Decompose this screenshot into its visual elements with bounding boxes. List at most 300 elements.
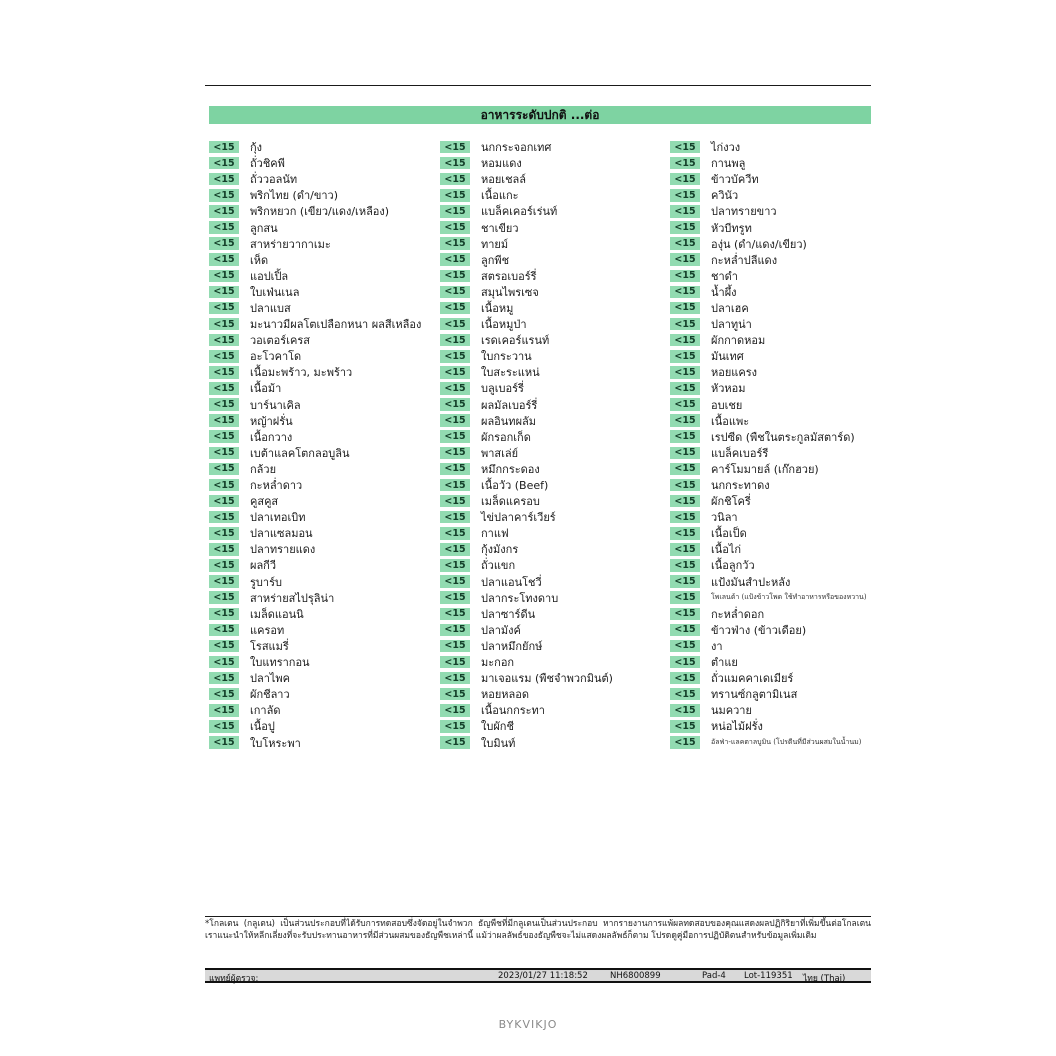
food-item-row (209, 300, 459, 316)
food-name-label: กุ้ง (250, 141, 263, 155)
food-item-row (670, 252, 920, 268)
food-name-label: วนิลา (711, 511, 738, 525)
food-item-row (670, 380, 920, 396)
result-value-badge: <15 (670, 253, 700, 266)
result-value-badge: <15 (440, 366, 470, 379)
result-value-badge: <15 (209, 157, 239, 170)
food-item-row (440, 429, 690, 445)
report-language: ไทย (Thai) (803, 974, 846, 984)
food-item-row (440, 284, 690, 300)
food-item-row (209, 203, 459, 219)
food-item-row (670, 397, 920, 413)
result-value-badge: <15 (440, 656, 470, 669)
result-value-badge: <15 (440, 189, 470, 202)
food-name-label: รูบาร์บ (250, 575, 282, 589)
food-name-label: พริกไทย (ดำ/ขาว) (250, 189, 339, 203)
food-name-label: ทรานซ์กลูตามิเนส (711, 688, 798, 702)
food-item-row (440, 718, 690, 734)
food-item-row (209, 718, 459, 734)
food-item-row (670, 461, 920, 477)
lot-number: Lot-119351 (744, 971, 793, 981)
food-name-label: คาร์โมมายล์ (เก๊กฮวย) (711, 462, 819, 476)
food-item-row (209, 155, 459, 171)
food-item-row (209, 686, 459, 702)
food-name-label: หัวบีทรูท (711, 221, 752, 235)
result-value-badge: <15 (209, 688, 239, 701)
food-name-label: พาสเล่ย์ (481, 446, 519, 460)
food-item-row (440, 236, 690, 252)
food-name-label: กาแฟ (481, 527, 509, 541)
food-name-label: ปลาซาร์ดีน (481, 607, 536, 621)
food-name-label: หมึกกระดอง (481, 462, 540, 476)
food-item-row (670, 364, 920, 380)
food-name-label: สมุนไพรเซจ (481, 285, 539, 299)
result-value-badge: <15 (440, 527, 470, 540)
result-value-badge: <15 (670, 720, 700, 733)
food-item-row (440, 380, 690, 396)
food-name-label: ใบผักชี (481, 720, 514, 734)
food-item-row (670, 686, 920, 702)
food-name-label: อบเชย (711, 398, 743, 412)
result-value-badge: <15 (209, 463, 239, 476)
food-item-row (209, 654, 459, 670)
food-item-row (209, 574, 459, 590)
food-item-row (440, 525, 690, 541)
food-item-row (209, 525, 459, 541)
result-value-badge: <15 (440, 141, 470, 154)
food-item-row (440, 493, 690, 509)
result-value-badge: <15 (440, 173, 470, 186)
food-item-row (670, 171, 920, 187)
food-name-label: โรสแมรี่ (250, 639, 289, 653)
result-value-badge: <15 (670, 511, 700, 524)
food-name-label: พริกหยวก (เขียว/แดง/เหลือง) (250, 205, 390, 219)
food-item-row (209, 734, 459, 750)
food-name-label: ถั่วแขก (481, 559, 516, 573)
result-value-badge: <15 (670, 430, 700, 443)
food-item-row (209, 429, 459, 445)
report-meta-bar (205, 968, 871, 983)
food-name-label: ปลาเทอเบิท (250, 511, 306, 525)
result-value-badge: <15 (209, 334, 239, 347)
result-value-badge: <15 (440, 479, 470, 492)
result-value-badge: <15 (670, 591, 700, 604)
food-name-label: เนื้อนกกระทา (481, 704, 545, 718)
food-name-label: องุ่น (ดำ/แดง/เขียว) (711, 237, 807, 251)
food-name-label: มะกอก (481, 656, 515, 670)
food-name-label: เนื้อแกะ (481, 189, 519, 203)
food-item-row (440, 461, 690, 477)
food-name-label: หอยแครง (711, 366, 758, 380)
food-name-label: ผลอินทผลัม (481, 414, 536, 428)
food-name-label: เนื้อหมู (481, 301, 514, 315)
food-name-label: ปลาทรายแดง (250, 543, 316, 557)
food-name-label: ผักรอกเก็ด (481, 430, 531, 444)
result-value-badge: <15 (670, 495, 700, 508)
report-code: NH6800899 (610, 971, 661, 981)
food-item-row (670, 300, 920, 316)
food-name-label: โพเลนต้า (แป้งข้าวโพด ใช้ทำอาหารหรือของหวาน) (711, 593, 867, 602)
result-value-badge: <15 (670, 157, 700, 170)
food-item-row (440, 155, 690, 171)
food-item-row (670, 139, 920, 155)
result-value-badge: <15 (440, 463, 470, 476)
result-value-badge: <15 (670, 221, 700, 234)
food-name-label: งา (711, 639, 723, 653)
food-name-label: เบต้าแลคโตกลอบูลิน (250, 446, 350, 460)
food-name-label: หญ้าฝรั่น (250, 414, 293, 428)
food-name-label: หอยเชลล์ (481, 173, 527, 187)
result-value-badge: <15 (440, 253, 470, 266)
food-name-label: ปลาเฮค (711, 301, 749, 315)
food-item-row (670, 219, 920, 235)
food-item-row (670, 557, 920, 573)
result-value-badge: <15 (209, 591, 239, 604)
food-name-label: เนื้อมะพร้าว, มะพร้าว (250, 366, 353, 380)
result-value-badge: <15 (209, 720, 239, 733)
food-item-row (670, 654, 920, 670)
food-name-label: เมล็ดแครอบ (481, 495, 540, 509)
result-value-badge: <15 (440, 398, 470, 411)
food-name-label: ผักกาดหอม (711, 334, 766, 348)
food-name-label: แบล็คเบอร์รี (711, 446, 769, 460)
food-name-label: กุ้งมังกร (481, 543, 519, 557)
food-name-label: อัลฟ่า-แลคตาลบูมิน (โปรตีนที่มีส่วนผสมในน้ำนม) (711, 738, 862, 747)
result-value-badge: <15 (440, 672, 470, 685)
food-item-row (670, 203, 920, 219)
food-name-label: น้ำผึ้ง (711, 285, 737, 299)
food-name-label: เนื้อลูกวัว (711, 559, 755, 573)
food-item-row (440, 364, 690, 380)
food-item-row (440, 252, 690, 268)
food-name-label: ปลาทรายขาว (711, 205, 777, 219)
food-name-label: คูสคูส (250, 495, 279, 509)
food-name-label: ปลาหมึกยักษ์ (481, 639, 543, 653)
food-item-row (209, 509, 459, 525)
food-item-row (440, 203, 690, 219)
result-value-badge: <15 (440, 318, 470, 331)
food-name-label: หอมแดง (481, 157, 522, 171)
food-item-row (440, 348, 690, 364)
result-value-badge: <15 (209, 495, 239, 508)
result-value-badge: <15 (670, 189, 700, 202)
pad-number: Pad-4 (702, 971, 726, 981)
food-name-label: หน่อไม้ฝรั่ง (711, 720, 763, 734)
food-item-row (440, 219, 690, 235)
result-value-badge: <15 (670, 286, 700, 299)
food-item-row (670, 541, 920, 557)
result-value-badge: <15 (440, 495, 470, 508)
result-value-badge: <15 (670, 608, 700, 621)
food-item-row (209, 413, 459, 429)
result-value-badge: <15 (209, 527, 239, 540)
result-value-badge: <15 (670, 447, 700, 460)
gluten-footnote: *โกลเตน (กลูเตน) เป็นส่วนประกอบที่ได้รับการทดสอบซึ่งจัดอยู่ในจำพวก ธัญพืชที่มีกลูเตนเป็นส่วนประกอบ หากรายงานการแพ้ผลทดสอบของคุณแสดงผลปฏิกิริยาที่เพิ่มขึ้นต่อโกลเตน เราแนะนำให้หลีกเลี่ยงที่จะรับประทานอาหารที่มีส่วนผสมของธัญพืชเหล่านี้ แม้ว่าผลลัพธ์ของธัญพืชจะไม่แสดงผลลัพธ์ก็ตาม โปรดดูคู่มือการปฏิบัติตนสำหรับข้อมูลเพิ่มเติม (205, 919, 871, 941)
food-name-label: ใบกระวาน (481, 350, 532, 364)
result-value-badge: <15 (440, 447, 470, 460)
food-item-row (209, 493, 459, 509)
result-value-badge: <15 (440, 350, 470, 363)
food-item-row (440, 734, 690, 750)
food-name-label: ชาเขียว (481, 221, 519, 235)
food-item-row (440, 702, 690, 718)
result-value-badge: <15 (209, 205, 239, 218)
food-name-label: สาหร่ายสไปรุลิน่า (250, 591, 335, 605)
food-item-row (209, 557, 459, 573)
result-value-badge: <15 (670, 302, 700, 315)
food-item-row (209, 397, 459, 413)
result-value-badge: <15 (209, 302, 239, 315)
result-value-badge: <15 (209, 141, 239, 154)
food-name-label: นมควาย (711, 704, 752, 718)
food-name-label: ปลาแบส (250, 301, 291, 315)
food-name-label: เรปซีด (พืชในตระกูลมัสตาร์ด) (711, 430, 855, 444)
result-value-badge: <15 (209, 318, 239, 331)
result-value-badge: <15 (440, 205, 470, 218)
food-item-row (670, 525, 920, 541)
result-value-badge: <15 (209, 270, 239, 283)
section-header (209, 106, 871, 124)
food-item-row (670, 477, 920, 493)
food-name-label: ปลากระโทงดาบ (481, 591, 559, 605)
food-name-label: เนื้อไก่ (711, 543, 742, 557)
food-name-label: แอปเปิ้ล (250, 269, 289, 283)
result-value-badge: <15 (670, 414, 700, 427)
food-name-label: ลูกสน (250, 221, 278, 235)
result-value-badge: <15 (670, 527, 700, 540)
food-name-label: ปลาทูน่า (711, 318, 752, 332)
food-name-label: แครอท (250, 623, 285, 637)
food-item-row (670, 606, 920, 622)
result-value-badge: <15 (440, 302, 470, 315)
result-value-badge: <15 (670, 543, 700, 556)
food-name-label: ปลาแอนโชวี่ (481, 575, 542, 589)
food-name-label: บลูเบอร์รี่ (481, 382, 524, 396)
food-name-label: กานพลู (711, 157, 746, 171)
food-item-row (209, 606, 459, 622)
food-item-row (209, 332, 459, 348)
food-item-row (670, 638, 920, 654)
food-column-2 (440, 139, 690, 751)
result-value-badge: <15 (209, 189, 239, 202)
food-item-row (670, 155, 920, 171)
result-value-badge: <15 (209, 221, 239, 234)
food-item-row (440, 622, 690, 638)
result-value-badge: <15 (440, 688, 470, 701)
result-value-badge: <15 (209, 382, 239, 395)
food-item-row (440, 187, 690, 203)
result-value-badge: <15 (670, 624, 700, 637)
food-name-label: อะโวคาโด (250, 350, 302, 364)
result-value-badge: <15 (209, 237, 239, 250)
food-name-label: ลูกพีช (481, 253, 510, 267)
food-item-row (440, 316, 690, 332)
food-item-row (209, 219, 459, 235)
result-value-badge: <15 (209, 173, 239, 186)
result-value-badge: <15 (670, 318, 700, 331)
food-name-label: ผักชิโครี่ (711, 495, 751, 509)
result-value-badge: <15 (440, 511, 470, 524)
food-item-row (440, 171, 690, 187)
food-column-1 (209, 139, 459, 751)
food-item-row (670, 622, 920, 638)
food-item-row (670, 332, 920, 348)
food-name-label: ถั่วชิคพี (250, 157, 285, 171)
result-value-badge: <15 (209, 672, 239, 685)
food-item-row (670, 413, 920, 429)
food-item-row (440, 686, 690, 702)
food-item-row (209, 670, 459, 686)
result-value-badge: <15 (440, 624, 470, 637)
food-item-row (670, 445, 920, 461)
food-name-label: ผลมัลเบอร์รี่ (481, 398, 538, 412)
food-name-label: ใบแทรากอน (250, 656, 310, 670)
food-name-label: บาร์นาเคิล (250, 398, 301, 412)
top-divider (205, 85, 871, 86)
food-name-label: ใบโหระพา (250, 736, 301, 750)
result-value-badge: <15 (670, 141, 700, 154)
result-value-badge: <15 (209, 624, 239, 637)
food-name-label: ข้าวฟ่าง (ข้าวเดือย) (711, 623, 807, 637)
result-value-badge: <15 (209, 736, 239, 749)
food-name-label: เนื้อหมูป่า (481, 318, 527, 332)
result-value-badge: <15 (440, 221, 470, 234)
food-item-row (670, 590, 920, 606)
food-item-row (440, 557, 690, 573)
result-value-badge: <15 (440, 286, 470, 299)
food-name-label: หัวหอม (711, 382, 746, 396)
result-value-badge: <15 (209, 511, 239, 524)
food-name-label: ใบเฟ่นเนล (250, 285, 300, 299)
food-name-label: เนื้อวัว (Beef) (481, 479, 549, 493)
result-value-badge: <15 (670, 366, 700, 379)
result-value-badge: <15 (440, 334, 470, 347)
result-value-badge: <15 (440, 270, 470, 283)
food-item-row (209, 590, 459, 606)
result-value-badge: <15 (670, 688, 700, 701)
section-title: อาหารระดับปกติ ...ต่อ (480, 107, 600, 122)
result-value-badge: <15 (209, 559, 239, 572)
food-name-label: สาหร่ายวากาเมะ (250, 237, 331, 251)
result-value-badge: <15 (670, 205, 700, 218)
result-value-badge: <15 (440, 608, 470, 621)
food-name-label: ตำแย (711, 656, 738, 670)
food-name-label: ปลามังค์ (481, 623, 521, 637)
food-item-row (209, 268, 459, 284)
result-value-badge: <15 (440, 382, 470, 395)
result-value-badge: <15 (209, 640, 239, 653)
result-value-badge: <15 (209, 430, 239, 443)
result-value-badge: <15 (440, 559, 470, 572)
food-name-label: มะนาวมีผลโตเปลือกหนา ผลสีเหลือง (250, 318, 422, 332)
food-item-row (440, 413, 690, 429)
result-value-badge: <15 (670, 656, 700, 669)
food-item-row (670, 268, 920, 284)
food-name-label: มันเทศ (711, 350, 744, 364)
food-item-row (209, 461, 459, 477)
food-item-row (209, 252, 459, 268)
food-item-row (440, 638, 690, 654)
food-item-row (440, 477, 690, 493)
food-item-row (440, 300, 690, 316)
food-name-label: ไก่งวง (711, 141, 741, 155)
result-value-badge: <15 (209, 543, 239, 556)
food-name-label: ถั่วแมคคาเดเมียร์ (711, 672, 794, 686)
food-item-row (209, 348, 459, 364)
food-name-label: กะหล่ำดอก (711, 607, 765, 621)
result-value-badge: <15 (670, 398, 700, 411)
food-name-label: แบล็คเคอร์เร่นท์ (481, 205, 558, 219)
food-item-row (209, 445, 459, 461)
food-item-row (670, 284, 920, 300)
food-name-label: เห็ด (250, 253, 269, 267)
examiner-label: แพทย์ผู้ตรวจ: (209, 974, 259, 984)
result-value-badge: <15 (670, 334, 700, 347)
food-item-row (670, 187, 920, 203)
result-value-badge: <15 (440, 430, 470, 443)
result-value-badge: <15 (670, 350, 700, 363)
food-item-row (670, 509, 920, 525)
food-name-label: ถั่ววอลนัท (250, 173, 298, 187)
food-item-row (440, 654, 690, 670)
food-name-label: กล้วย (250, 462, 277, 476)
result-value-badge: <15 (440, 720, 470, 733)
result-value-badge: <15 (670, 672, 700, 685)
food-name-label: ปลาแซลมอน (250, 527, 313, 541)
food-item-row (209, 622, 459, 638)
food-name-label: เนื้อแพะ (711, 414, 750, 428)
result-value-badge: <15 (440, 640, 470, 653)
food-name-label: ทายม์ (481, 237, 509, 251)
food-name-label: สตรอเบอร์รี่ (481, 269, 537, 283)
food-name-label: นกกระทาดง (711, 479, 770, 493)
food-name-label: ผักชีลาว (250, 688, 290, 702)
result-value-badge: <15 (670, 270, 700, 283)
food-item-row (209, 187, 459, 203)
report-datetime: 2023/01/27 11:18:52 (498, 971, 588, 981)
food-item-row (440, 268, 690, 284)
food-item-row (209, 316, 459, 332)
watermark-text: BYKVIKJO (498, 1018, 558, 1031)
result-value-badge: <15 (670, 640, 700, 653)
food-item-row (209, 477, 459, 493)
result-value-badge: <15 (670, 575, 700, 588)
food-item-row (209, 702, 459, 718)
food-item-row (209, 284, 459, 300)
food-item-row (440, 606, 690, 622)
food-item-row (440, 670, 690, 686)
result-value-badge: <15 (440, 704, 470, 717)
result-value-badge: <15 (209, 398, 239, 411)
food-name-label: นกกระจอกเทศ (481, 141, 552, 155)
food-item-row (440, 445, 690, 461)
result-value-badge: <15 (670, 237, 700, 250)
food-column-3 (670, 139, 920, 751)
food-name-label: เรดเคอร์แรนท์ (481, 334, 550, 348)
result-value-badge: <15 (440, 736, 470, 749)
food-name-label: วอเตอร์เครส (250, 334, 310, 348)
food-name-label: เกาลัด (250, 704, 281, 718)
result-value-badge: <15 (209, 656, 239, 669)
result-value-badge: <15 (670, 463, 700, 476)
food-name-label: เนื้อม้า (250, 382, 282, 396)
result-value-badge: <15 (670, 736, 700, 749)
food-item-row (209, 236, 459, 252)
result-value-badge: <15 (209, 350, 239, 363)
food-name-label: เนื้อเป็ด (711, 527, 747, 541)
food-name-label: ข้าวบัควีท (711, 173, 759, 187)
food-item-row (209, 139, 459, 155)
